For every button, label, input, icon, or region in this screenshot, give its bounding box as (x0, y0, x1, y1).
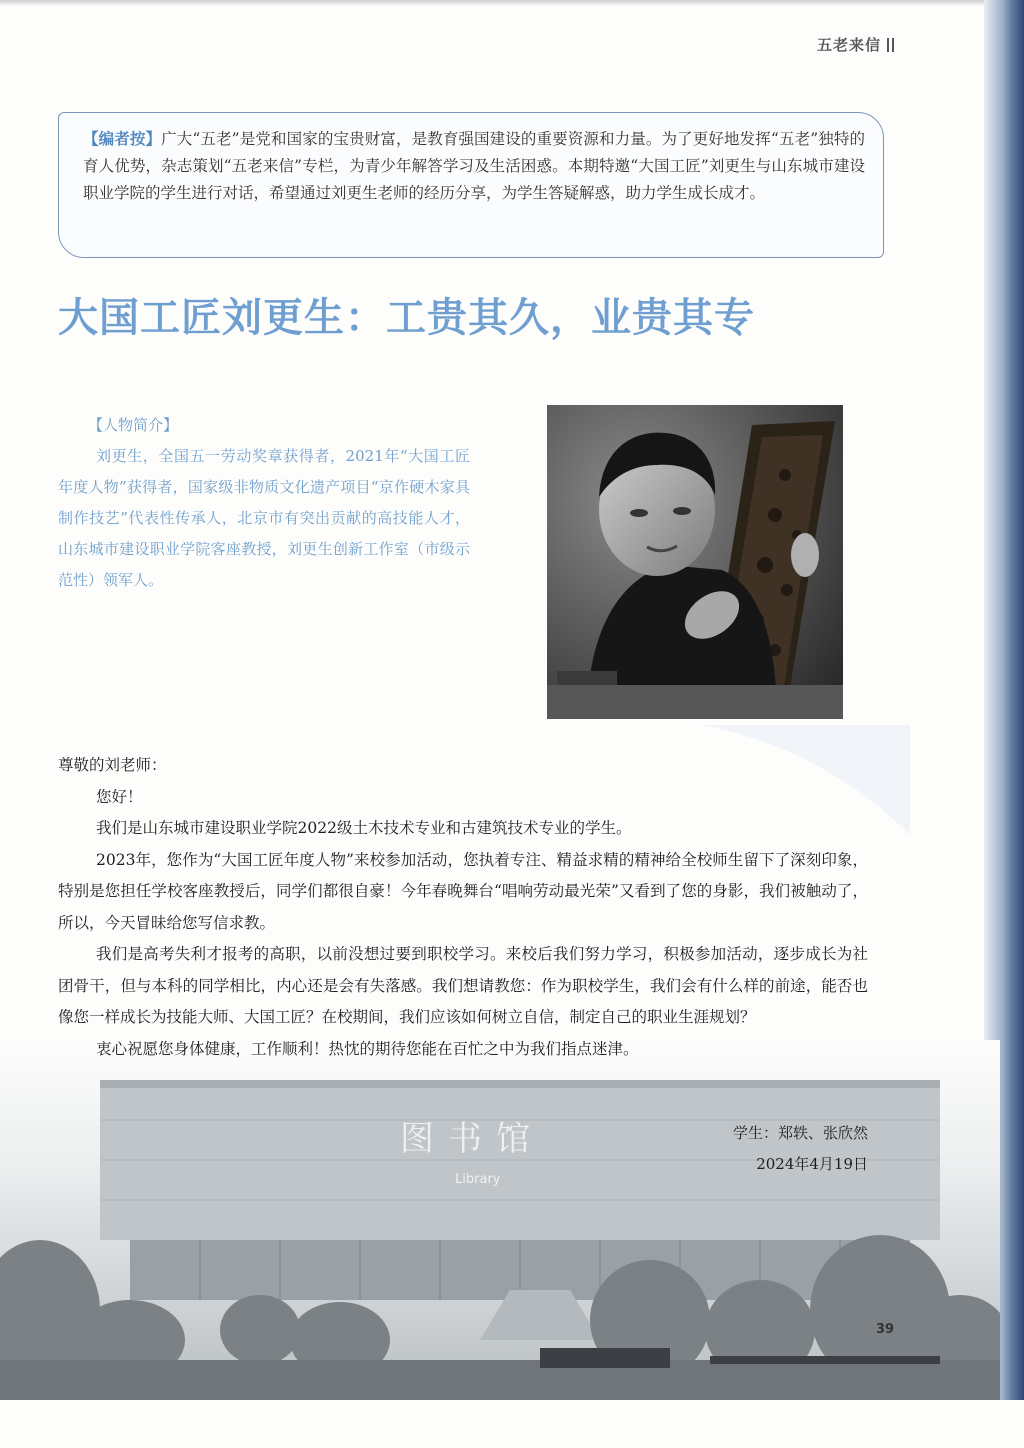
page-number: 39 (876, 1322, 895, 1337)
scan-top-shadow (0, 0, 1024, 6)
column-name: 五老来信 (816, 36, 881, 54)
running-head (817, 34, 894, 55)
letter-salutation: 尊敬的刘老师： (58, 756, 167, 774)
column-bars-icon (887, 38, 894, 52)
article-title: 大国工匠刘更生：工贵其久，业贵其专 (58, 294, 755, 341)
letter-signature: 学生：郑轶、张欣然 (732, 1124, 868, 1142)
letter-paragraph: 衷心祝愿您身体健康，工作顺利！热忱的期待您能在百忙之中为我们指点迷津。 (96, 1039, 639, 1058)
portrait-image (547, 405, 843, 719)
background-library-photo (0, 1040, 1000, 1400)
editor-note-text: 广大“五老”是党和国家的宝贵财富，是教育强国建设的重要资源和力量。为了更好地发挥“五老”独特的育人优势，杂志策划“五老来信”专栏，为青少年解答学习及生活困惑。本期特邀“大国工匠”刘更生与山东城市建设职业学院的学生进行对话，希望通过刘更生老师的经历分享，为学生答疑解惑，助力学生成长成才。 (83, 130, 865, 202)
letter-date: 2024年4月19日 (756, 1155, 868, 1173)
library-sign-text: 图书馆 (400, 1119, 544, 1159)
library-building-image (0, 1040, 1000, 1400)
profile-text: 刘更生，全国五一劳动奖章获得者，2021年“大国工匠年度人物”获得者，国家级非物质文化遗产项目“京作硬木家具制作技艺”代表性传承人，北京市有突出贡献的高技能人才，山东城市建设职业学院客座教授，刘更生创新工作室（市级示范性）领军人。 (58, 447, 470, 589)
profile-section (58, 410, 470, 596)
letter-body (58, 750, 868, 1065)
letter-greeting: 您好！ (96, 787, 143, 806)
portrait-photo (547, 405, 843, 719)
letter-paragraph: 我们是高考失利才报考的高职，以前没想过要到职校学习。来校后我们努力学习，积极参加活动，逐步成长为社团骨干，但与本科的同学相比，内心还是会有失落感。我们想请教您：作为职校学生，我们会有什么样的前途，能否也像您一样成长为技能大师、大国工匠？在校期间，我们应该如何树立自信，制定自己的职业生涯规划？ (58, 945, 868, 1026)
editor-note-box (58, 112, 884, 258)
library-sign-en: Library (455, 1172, 501, 1187)
profile-label: 【人物简介】 (88, 416, 179, 434)
editor-note-tag: 【编者按】 (83, 129, 162, 148)
letter-paragraph: 2023年，您作为“大国工匠年度人物”来校参加活动，您执着专注、精益求精的精神给全校师生留下了深刻印象，特别是您担任学校客座教授后，同学们都很自豪！今年春晚舞台“唱响劳动最光荣”又看到了您的身影，我们被触动了，所以，今天冒昧给您写信求教。 (58, 850, 868, 932)
letter-paragraph: 我们是山东城市建设职业学院2022级土木技术专业和古建筑技术专业的学生。 (96, 819, 632, 837)
